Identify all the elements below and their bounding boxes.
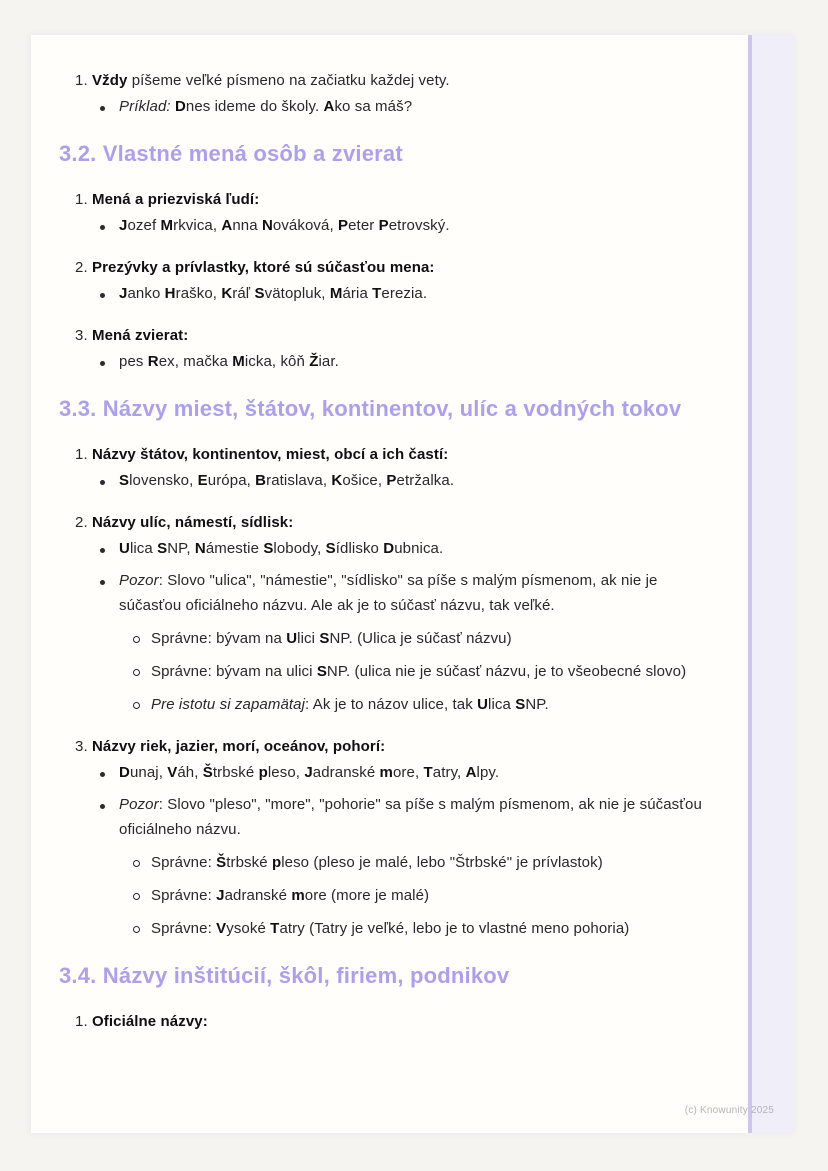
text-segment: A [465, 764, 477, 781]
circle-ring-icon [133, 702, 140, 709]
text-segment: B [255, 472, 267, 489]
bullet-icon [100, 760, 119, 785]
item-text [92, 442, 721, 467]
item-text [92, 323, 721, 348]
text-segment: K [331, 472, 343, 489]
text-segment: Ž [309, 353, 319, 370]
text-segment: atry, [432, 764, 466, 781]
text-segment: icka, kôň [244, 353, 310, 370]
item-text [151, 850, 721, 875]
text-segment: ráľ [232, 285, 255, 302]
text-segment: : Ak je to názov ulice, tak [305, 696, 478, 713]
text-segment: M [329, 285, 343, 302]
text-segment: A [323, 98, 335, 115]
bullet-dot-icon [100, 106, 105, 111]
item-text [119, 349, 721, 374]
item-text [151, 916, 721, 941]
item-text [92, 734, 721, 759]
circle-ring-icon [133, 860, 140, 867]
text-segment: m [379, 764, 393, 781]
text-segment: leso, [267, 764, 305, 781]
text-segment: unaj, [129, 764, 168, 781]
item-text [119, 468, 721, 493]
text-segment: erezia. [381, 285, 428, 302]
list-item-numbered [75, 187, 721, 212]
text-segment: ratislava, [266, 472, 332, 489]
bullet-dot-icon [100, 480, 105, 485]
text-segment: pes [119, 353, 148, 370]
item-text [92, 255, 721, 280]
text-segment: NP. [525, 696, 549, 713]
text-segment: S [263, 540, 274, 557]
item-number: 1. [75, 72, 88, 89]
bullet-icon [100, 213, 119, 238]
text-segment: atry (Tatry je veľké, lebo je to vlastné meno pohoria) [279, 920, 630, 937]
text-segment: M [232, 353, 245, 370]
text-segment: J [119, 285, 128, 302]
list-item-subbullet [133, 916, 721, 941]
text-segment: V [167, 764, 178, 781]
text-segment: Správne: bývam na ulici [151, 663, 317, 680]
bullet-icon [100, 792, 119, 817]
text-segment: Príklad: [119, 98, 171, 115]
text-segment: ováková, [272, 217, 338, 234]
list-item-bullet [100, 468, 721, 493]
text-segment: J [304, 764, 313, 781]
bullet-dot-icon [100, 361, 105, 366]
text-segment: lici [297, 630, 320, 647]
item-text [119, 792, 721, 842]
list-item-numbered [75, 734, 721, 759]
bullet-icon [100, 536, 119, 561]
list-item-bullet [100, 568, 721, 618]
text-segment: Pozor [119, 796, 159, 813]
circle-ring-icon [133, 893, 140, 900]
text-segment: lica [129, 540, 158, 557]
circle-bullet-icon [133, 692, 151, 717]
circle-bullet-icon [133, 883, 151, 908]
text-segment: ex, mačka [158, 353, 233, 370]
list-item-bullet [100, 536, 721, 561]
text-segment: U [477, 696, 489, 713]
text-segment: áh, [177, 764, 203, 781]
text-segment: trbské [226, 854, 272, 871]
text-segment: Mená a priezviská ľudí: [92, 191, 260, 208]
text-segment: raško, [175, 285, 222, 302]
text-segment: vätopluk, [264, 285, 330, 302]
text-segment: J [119, 217, 128, 234]
text-segment: p [258, 764, 268, 781]
bullet-icon [100, 568, 119, 593]
bullet-dot-icon [100, 225, 105, 230]
text-segment: : Slovo "pleso", "more", "pohorie" sa píše s malým písmenom, ak nie je súčasťou oficiálneho názvu. [119, 796, 702, 838]
item-text [151, 883, 721, 908]
text-segment: lica [488, 696, 516, 713]
list-item-bullet [100, 213, 721, 238]
document-page [31, 35, 793, 1133]
text-segment: T [270, 920, 280, 937]
text-segment: P [386, 472, 397, 489]
text-segment: m [291, 887, 305, 904]
text-segment: U [286, 630, 298, 647]
circle-ring-icon [133, 926, 140, 933]
list-item-subbullet [133, 692, 721, 717]
bullet-dot-icon [100, 580, 105, 585]
text-segment: S [515, 696, 526, 713]
text-segment: Správne: [151, 887, 217, 904]
text-segment: E [197, 472, 208, 489]
text-segment: Názvy ulíc, námestí, sídlisk: [92, 514, 294, 531]
text-segment: Pozor [119, 572, 159, 589]
text-segment: lovensko, [129, 472, 198, 489]
text-segment: NP, [167, 540, 195, 557]
text-segment: leso (pleso je malé, lebo "Štrbské" je prívlastok) [281, 854, 603, 871]
text-segment: NP. (ulica nie je súčasť názvu, je to všeobecné slovo) [326, 663, 687, 680]
text-segment: anko [127, 285, 165, 302]
text-segment: Š [216, 854, 227, 871]
item-number: 3. [75, 327, 88, 344]
circle-bullet-icon [133, 850, 151, 875]
text-segment: K [221, 285, 233, 302]
item-text [151, 659, 721, 684]
item-text [92, 510, 721, 535]
text-segment: ária [342, 285, 373, 302]
text-segment: ysoké [226, 920, 271, 937]
text-segment: píšeme veľké písmeno na začiatku každej vety. [127, 72, 450, 89]
bullet-dot-icon [100, 804, 105, 809]
text-segment: ozef [127, 217, 161, 234]
list-item-bullet [100, 792, 721, 842]
list-item-numbered [75, 255, 721, 280]
text-segment: rkvica, [173, 217, 222, 234]
section-heading: 3.2. Vlastné mená osôb a zvierat [59, 141, 403, 166]
text-segment: ore, [392, 764, 424, 781]
text-segment: p [271, 854, 282, 871]
list-item-bullet [100, 281, 721, 306]
item-text [92, 68, 721, 93]
text-segment: lpy. [476, 764, 500, 781]
circle-bullet-icon [133, 626, 151, 651]
text-segment: ídlisko [335, 540, 384, 557]
text-segment: Mená zvierat: [92, 327, 189, 344]
text-segment: ubnica. [394, 540, 444, 557]
text-segment: Názvy riek, jazier, morí, oceánov, pohorí: [92, 738, 386, 755]
bullet-icon [100, 468, 119, 493]
circle-bullet-icon [133, 659, 151, 684]
text-segment: D [383, 540, 395, 557]
text-segment: ko sa máš? [334, 98, 413, 115]
circle-ring-icon [133, 669, 140, 676]
text-segment: lobody, [273, 540, 326, 557]
text-segment: D [119, 764, 130, 781]
item-number: 1. [75, 1013, 88, 1030]
section-heading: 3.3. Názvy miest, štátov, kontinentov, ulíc a vodných tokov [59, 396, 682, 421]
text-segment: P [378, 217, 389, 234]
list-item-numbered [75, 323, 721, 348]
item-text [119, 94, 721, 119]
text-segment: T [372, 285, 382, 302]
text-segment: iar. [318, 353, 339, 370]
circle-ring-icon [133, 636, 140, 643]
text-segment: Názvy štátov, kontinentov, miest, obcí a ich častí: [92, 446, 449, 463]
list-item-subbullet [133, 659, 721, 684]
item-text [92, 1009, 721, 1034]
list-item-bullet [100, 760, 721, 785]
list-item-numbered [75, 510, 721, 535]
item-number: 2. [75, 259, 88, 276]
text-segment: Správne: [151, 854, 217, 871]
item-number: 3. [75, 738, 88, 755]
bullet-icon [100, 281, 119, 306]
text-segment: nna [232, 217, 262, 234]
list-item-subbullet [133, 850, 721, 875]
text-segment: Správne: bývam na [151, 630, 287, 647]
list-item-numbered [75, 442, 721, 467]
text-segment: H [164, 285, 176, 302]
item-text [119, 281, 721, 306]
item-text [119, 760, 721, 785]
text-segment: D [174, 98, 186, 115]
text-segment: urópa, [207, 472, 256, 489]
text-segment: M [160, 217, 174, 234]
list-item-bullet [100, 349, 721, 374]
text-segment: etrovský. [388, 217, 450, 234]
text-segment: : Slovo "ulica", "námestie", "sídlisko" sa píše s malým písmenom, ak nie je súčasťou oficiálneho názvu. Ale ak je to súčasť názvu, tak veľké. [119, 572, 658, 614]
text-segment: trbské [212, 764, 259, 781]
text-segment: Prezývky a prívlastky, ktoré sú súčasťou mena: [92, 259, 435, 276]
text-segment: S [254, 285, 265, 302]
text-segment: adranské [224, 887, 292, 904]
item-number: 2. [75, 514, 88, 531]
text-segment: A [221, 217, 233, 234]
text-segment: R [147, 353, 159, 370]
text-segment: S [319, 630, 330, 647]
text-segment: P [338, 217, 349, 234]
text-segment: Pre istotu si zapamätaj [151, 696, 306, 713]
list-item-subbullet [133, 883, 721, 908]
text-segment: V [216, 920, 227, 937]
text-segment: T [423, 764, 433, 781]
bullet-dot-icon [100, 772, 105, 777]
text-segment: S [157, 540, 168, 557]
list-item-bullet [100, 94, 721, 119]
text-segment: Oficiálne názvy: [92, 1013, 208, 1030]
text-segment: N [194, 540, 206, 557]
list-item-numbered [75, 68, 721, 93]
copyright-watermark: (c) Knowunity 2025 [684, 1105, 774, 1116]
text-segment: Správne: [151, 920, 217, 937]
text-segment: nes ideme do školy. [185, 98, 324, 115]
document-content [31, 35, 793, 1034]
text-segment: ošice, [342, 472, 387, 489]
bullet-icon [100, 349, 119, 374]
text-segment: N [261, 217, 273, 234]
text-segment: J [216, 887, 225, 904]
text-segment: U [119, 540, 130, 557]
item-text [119, 536, 721, 561]
list-item-numbered [75, 1009, 721, 1034]
item-text [119, 568, 721, 618]
text-segment: S [316, 663, 327, 680]
item-text [151, 692, 721, 717]
text-segment: Vždy [92, 72, 128, 89]
text-segment: NP. (Ulica je súčasť názvu) [329, 630, 512, 647]
list-item-subbullet [133, 626, 721, 651]
text-segment: eter [348, 217, 379, 234]
item-number: 1. [75, 191, 88, 208]
text-segment: Š [202, 764, 213, 781]
item-text [92, 187, 721, 212]
text-segment: S [119, 472, 130, 489]
section-heading: 3.4. Názvy inštitúcií, škôl, firiem, podnikov [59, 963, 510, 988]
text-segment: etržalka. [396, 472, 455, 489]
text-segment: ore (more je malé) [304, 887, 430, 904]
bullet-dot-icon [100, 293, 105, 298]
item-text [119, 213, 721, 238]
item-text [151, 626, 721, 651]
bullet-dot-icon [100, 548, 105, 553]
item-number: 1. [75, 446, 88, 463]
text-segment: adranské [312, 764, 380, 781]
text-segment: S [325, 540, 336, 557]
bullet-icon [100, 94, 119, 119]
text-segment: ámestie [205, 540, 264, 557]
circle-bullet-icon [133, 916, 151, 941]
